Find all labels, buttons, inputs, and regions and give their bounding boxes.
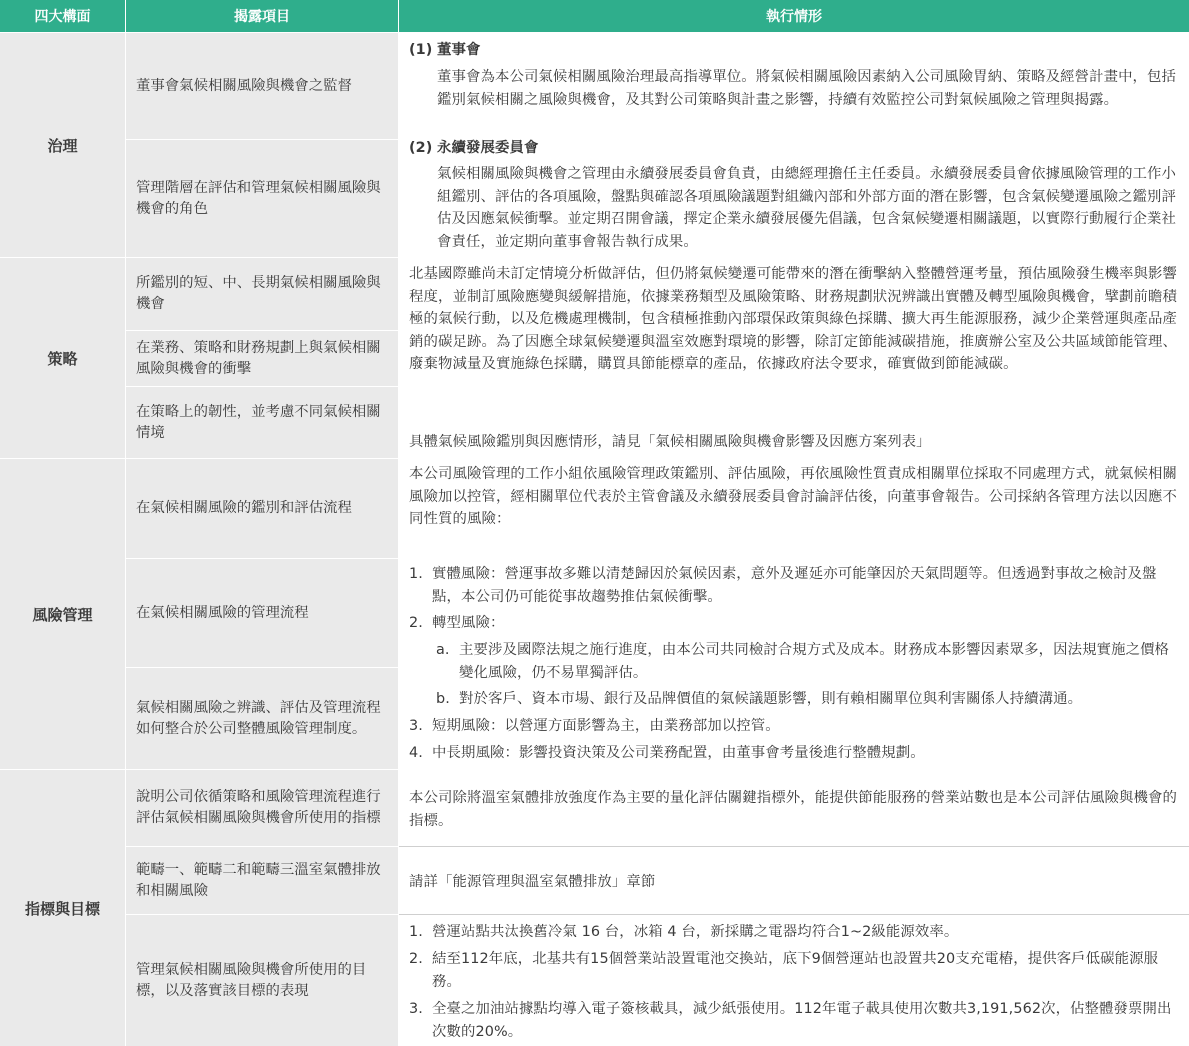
metrics-content — [399, 770, 1189, 1046]
risk-list-2b-letter: b. — [436, 691, 450, 707]
governance-label: 治理 — [0, 33, 125, 257]
strategy-label: 策略 — [0, 258, 125, 458]
risk-list-2a: 主要涉及國際法規之施行進度，由本公司共同檢討合規方式及成本。財務成本影響因素眾多，因法規實施之價格變化風險，仍不易單獨評估。 — [459, 642, 1170, 681]
risk-list-3-number: 3. — [409, 718, 423, 734]
header-implementation: 執行情形 — [399, 0, 1189, 32]
board-number: (1) — [409, 42, 433, 58]
metrics-label: 指標與目標 — [0, 770, 125, 1046]
metrics-item-indicators: 說明公司依循策略和風險管理流程進行評估氣候相關風險與機會所使用的指標 — [126, 770, 398, 846]
risk-content — [399, 459, 1189, 769]
risk-list-1-number: 1. — [409, 566, 423, 582]
metrics-divider-2 — [399, 914, 1189, 915]
risk-list-1: 實體風險：營運事故多難以清楚歸因於氣候因素，意外及遲延亦可能肇因於天氣問題等。但透過對事故之檢討及盤點，本公司仍可能從事故趨勢推估氣候衝擊。 — [432, 566, 1157, 605]
target-1: 營運站點共汰換舊冷氣 16 台，冰箱 4 台，新採購之電器均符合1~2級能源效率。 — [432, 924, 959, 940]
metrics-text-scope: 請詳「能源管理與溫室氣體排放」章節 — [409, 874, 656, 890]
target-3: 全臺之加油站據點均導入電子簽核載具，減少紙張使用。112年電子載具使用次數共3,191,562次，佔整體發票開出次數的20%。 — [432, 1001, 1172, 1040]
sdc-text: 氣候相關風險與機會之管理由永續發展委員會負責，由總經理擔任主任委員。永續發展委員會依據風險管理的工作小組鑑別、評估的各項風險，盤點與確認各項風險議題對組織內部和外部方面的潛在影響，包含氣候變遷風險之鑑別評估及因應氣候衝擊。並定期召開會議，擇定企業永續發展優先倡議，包含氣候變遷相關議題，以實際行動履行企業社會責任，並定期向董事會報告執行成果。 — [437, 166, 1177, 250]
strategy-item-short-mid-long: 所鑑別的短、中、長期氣候相關風險與機會 — [126, 258, 398, 330]
metrics-text-indicators: 本公司除將溫室氣體排放強度作為主要的量化評估關鍵指標外，能提供節能服務的營業站數也是本公司評估風險與機會的指標。 — [409, 790, 1178, 829]
target-2-number: 2. — [409, 951, 423, 967]
risk-list-3: 短期風險：以營運方面影響為主，由業務部加以控管。 — [432, 718, 780, 734]
strategy-content — [399, 258, 1189, 458]
strategy-item-resilience: 在策略上的韌性，並考慮不同氣候相關情境 — [126, 387, 398, 458]
risk-item-management: 在氣候相關風險的管理流程 — [126, 559, 398, 667]
target-2: 結至112年底，北基共有15個營業站設置電池交換站，底下9個營運站也設置共20支充電樁，提供客戶低碳能源服務。 — [432, 951, 1159, 990]
strategy-item-impact: 在業務、策略和財務規劃上與氣候相關風險與機會的衝擊 — [126, 331, 398, 386]
risk-list-4-number: 4. — [409, 745, 423, 761]
board-text: 董事會為本公司氣候相關風險治理最高指導單位。將氣候相關風險因素納入公司風險胃納、策略及經營計畫中，包括鑑別氣候相關之風險與機會，及其對公司策略與計畫之影響，持續有效監控公司對氣候風險之管理與揭露。 — [437, 69, 1177, 108]
header-dimension: 四大構面 — [0, 0, 125, 32]
target-1-number: 1. — [409, 924, 423, 940]
governance-content — [399, 33, 1189, 257]
risk-list-4: 中長期風險：影響投資決策及公司業務配置，由董事會考量後進行整體規劃。 — [432, 745, 925, 761]
strategy-note: 具體氣候風險鑑別與因應情形，請見「氣候相關風險與機會影響及因應方案列表」 — [409, 434, 931, 450]
target-3-number: 3. — [409, 1001, 423, 1017]
risk-list-2: 轉型風險： — [432, 615, 505, 631]
governance-item-board-oversight: 董事會氣候相關風險與機會之監督 — [126, 33, 398, 139]
sdc-number: (2) — [409, 140, 433, 156]
risk-list-2-number: 2. — [409, 615, 423, 631]
risk-item-identification: 在氣候相關風險的鑑別和評估流程 — [126, 459, 398, 558]
risk-list-2b: 對於客戶、資本市場、銀行及品牌價值的氣候議題影響，則有賴相關單位與利害關係人持續溝通。 — [459, 691, 1083, 707]
sdc-title: 永續發展委員會 — [437, 140, 539, 156]
header-disclosure-item: 揭露項目 — [126, 0, 398, 32]
risk-intro: 本公司風險管理的工作小組依風險管理政策鑑別、評估風險，再依風險性質責成相關單位採取不同處理方式，就氣候相關風險加以控管，經相關單位代表於主管會議及永續發展委員會討論評估後，向董事會報告。公司採納各管理方法以因應不同性質的風險： — [409, 466, 1178, 527]
metrics-item-scope-emissions: 範疇一、範疇二和範疇三溫室氣體排放和相關風險 — [126, 847, 398, 914]
risk-item-integration: 氣候相關風險之辨識、評估及管理流程如何整合於公司整體風險管理制度。 — [126, 668, 398, 769]
risk-label: 風險管理 — [0, 459, 125, 769]
strategy-text: 北基國際雖尚未訂定情境分析做評估，但仍將氣候變遷可能帶來的潛在衝擊納入整體營運考量，預估風險發生機率與影響程度，並制訂風險應變與緩解措施，依據業務類型及風險策略、財務規劃狀況辨識出實體及轉型風險與機會，擘劃前瞻積極的氣候行動，以及危機處理機制，包含積極推動內部環保政策與綠色採購、擴大再生能源服務，減少企業營運與產品產銷的碳足跡。為了因應全球氣候變遷與溫室效應對環境的影響，除訂定節能減碳措施，推廣辦公室及公共區域節能管理、廢棄物減量及實施綠色採購，購買具節能標章的產品，依據政府法令要求，確實做到節能減碳。 — [409, 266, 1178, 372]
metrics-item-targets: 管理氣候相關風險與機會所使用的目標，以及落實該目標的表現 — [126, 915, 398, 1046]
metrics-divider-1 — [399, 846, 1189, 847]
risk-list-2a-letter: a. — [436, 642, 450, 658]
governance-item-management-role: 管理階層在評估和管理氣候相關風險與機會的角色 — [126, 140, 398, 257]
board-title: 董事會 — [437, 42, 481, 58]
